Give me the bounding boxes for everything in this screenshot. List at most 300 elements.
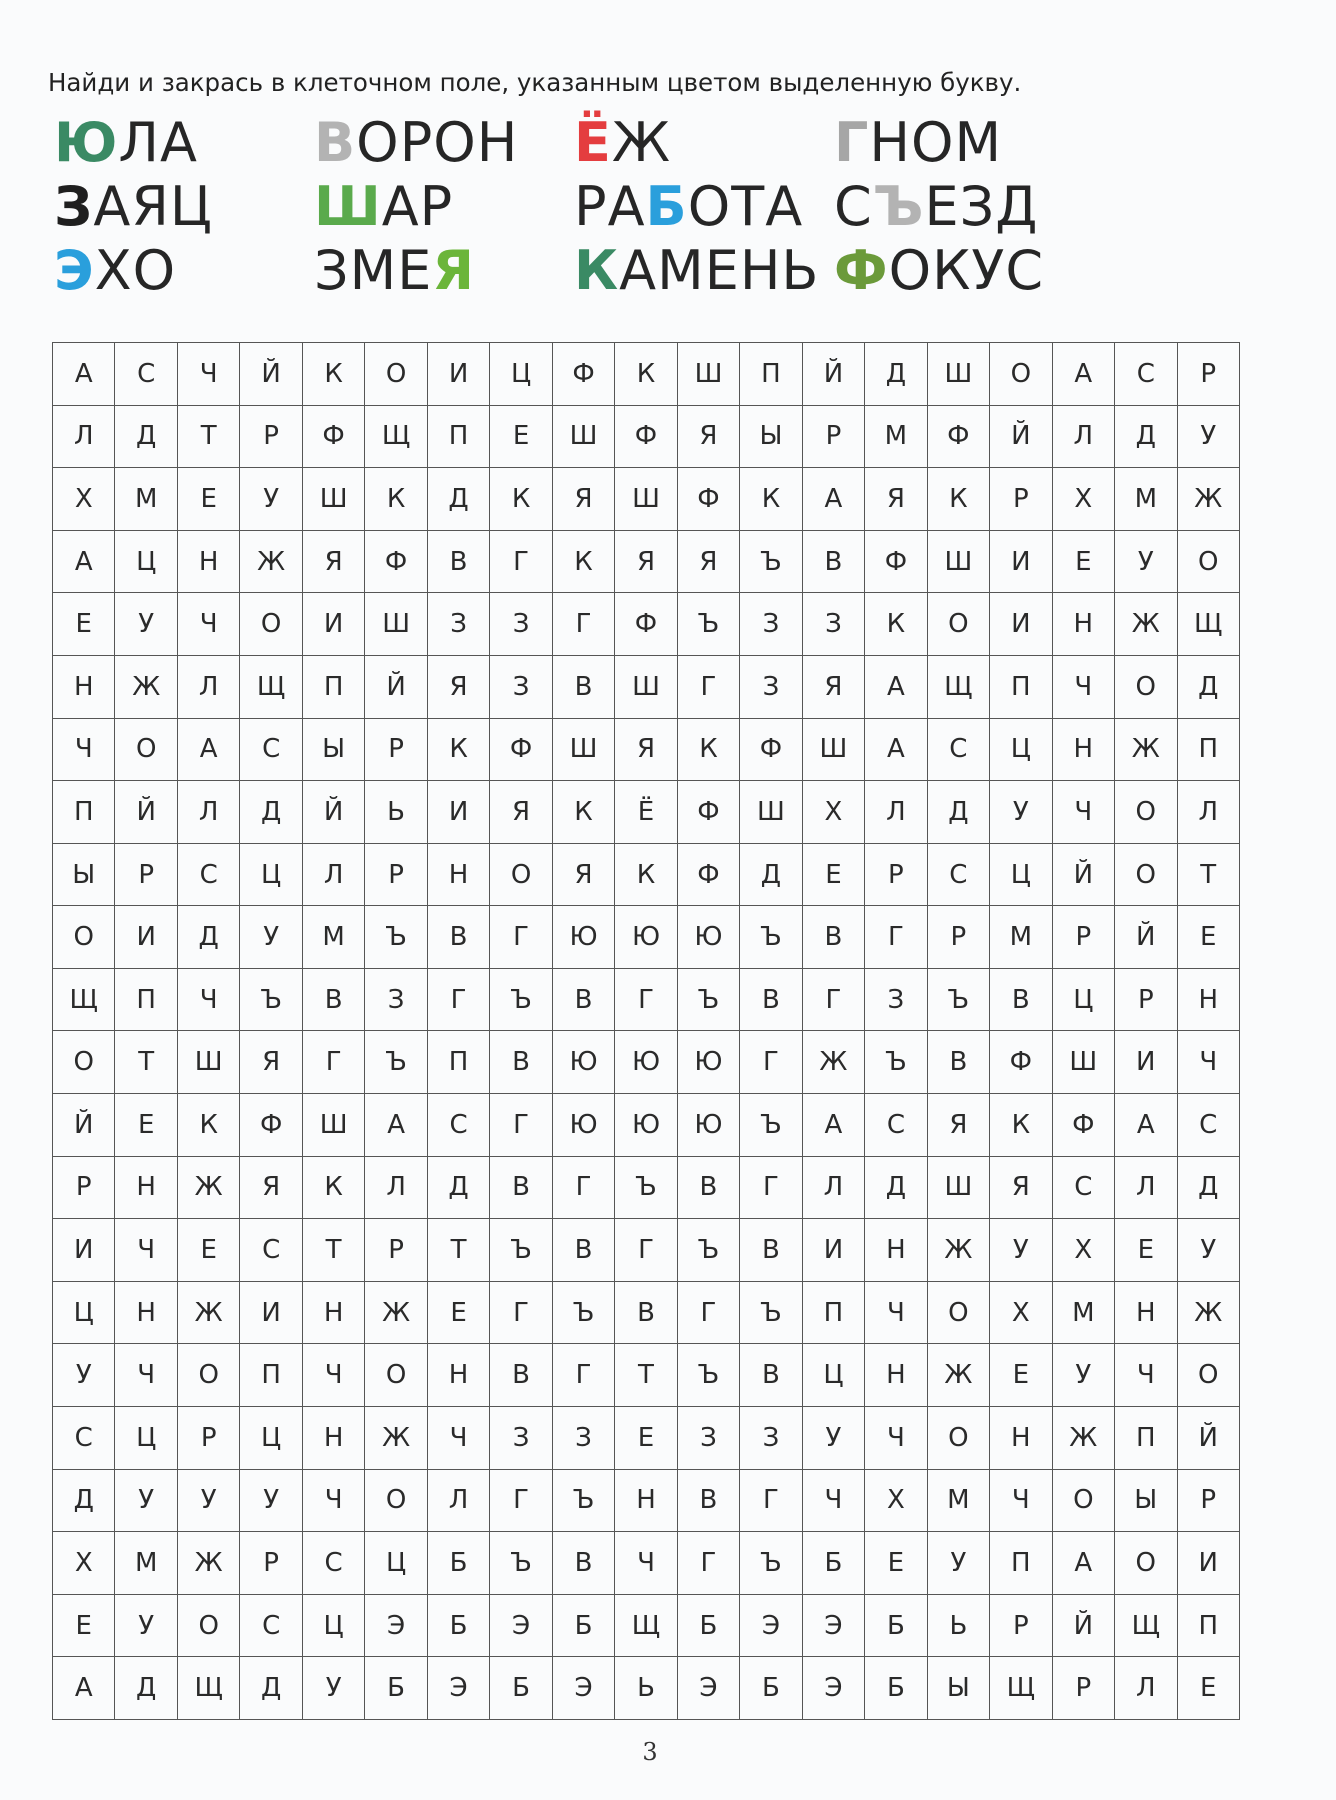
grid-cell[interactable]: Я [490,781,552,844]
grid-cell[interactable]: О [1178,1344,1240,1407]
grid-cell[interactable]: Ж [178,1282,240,1345]
grid-cell[interactable]: Л [1115,1657,1177,1720]
grid-cell[interactable]: Й [365,656,427,719]
grid-cell[interactable]: Х [53,1532,115,1595]
grid-cell[interactable]: Ш [1053,1031,1115,1094]
grid-cell[interactable]: Р [178,1407,240,1470]
grid-cell[interactable]: Р [990,468,1052,531]
grid-cell[interactable]: Н [303,1407,365,1470]
grid-cell[interactable]: П [1178,1595,1240,1658]
grid-cell[interactable]: Ч [303,1344,365,1407]
grid-cell[interactable]: С [1053,1157,1115,1220]
grid-cell[interactable]: Ш [178,1031,240,1094]
grid-cell[interactable]: Г [553,593,615,656]
grid-cell[interactable]: Я [678,531,740,594]
grid-cell[interactable]: Д [928,781,990,844]
grid-cell[interactable]: К [428,719,490,782]
grid-cell[interactable]: С [240,1595,302,1658]
grid-cell[interactable]: Ч [1115,1344,1177,1407]
grid-cell[interactable]: П [803,1282,865,1345]
grid-cell[interactable]: Ф [678,844,740,907]
grid-cell[interactable]: В [803,906,865,969]
grid-cell[interactable]: С [178,844,240,907]
grid-cell[interactable]: Л [1178,781,1240,844]
grid-cell[interactable]: Ч [115,1344,177,1407]
grid-cell[interactable]: З [803,593,865,656]
grid-cell[interactable]: Ш [365,593,427,656]
grid-cell[interactable]: П [428,1031,490,1094]
grid-cell[interactable]: Г [490,906,552,969]
grid-cell[interactable]: Н [303,1282,365,1345]
grid-cell[interactable]: Ж [178,1532,240,1595]
grid-cell[interactable]: Ц [990,844,1052,907]
grid-cell[interactable]: Ш [803,719,865,782]
grid-cell[interactable]: В [553,969,615,1032]
grid-cell[interactable]: Н [1053,719,1115,782]
grid-cell[interactable]: Г [740,1031,802,1094]
grid-cell[interactable]: Я [303,531,365,594]
grid-cell[interactable]: Е [178,1219,240,1282]
grid-cell[interactable]: В [615,1282,677,1345]
grid-cell[interactable]: Т [615,1344,677,1407]
grid-cell[interactable]: Ш [928,531,990,594]
grid-cell[interactable]: Щ [365,406,427,469]
grid-cell[interactable]: Щ [615,1595,677,1658]
grid-cell[interactable]: Ш [615,468,677,531]
grid-cell[interactable]: В [303,969,365,1032]
grid-cell[interactable]: В [490,1157,552,1220]
grid-cell[interactable]: П [53,781,115,844]
grid-cell[interactable]: Н [865,1219,927,1282]
grid-cell[interactable]: Щ [178,1657,240,1720]
grid-cell[interactable]: О [178,1344,240,1407]
grid-cell[interactable]: Р [1053,1657,1115,1720]
grid-cell[interactable]: О [1115,1532,1177,1595]
grid-cell[interactable]: Р [53,1157,115,1220]
grid-cell[interactable]: У [1053,1344,1115,1407]
grid-cell[interactable]: Н [178,531,240,594]
grid-cell[interactable]: Ф [990,1031,1052,1094]
grid-cell[interactable]: Ц [240,1407,302,1470]
grid-cell[interactable]: А [1115,1094,1177,1157]
grid-cell[interactable]: Р [240,1532,302,1595]
grid-cell[interactable]: Г [740,1157,802,1220]
grid-cell[interactable]: З [365,969,427,1032]
grid-cell[interactable]: Й [1053,844,1115,907]
grid-cell[interactable]: Ж [365,1407,427,1470]
grid-cell[interactable]: Х [990,1282,1052,1345]
grid-cell[interactable]: У [803,1407,865,1470]
grid-cell[interactable]: П [1115,1407,1177,1470]
grid-cell[interactable]: Н [1178,969,1240,1032]
grid-cell[interactable]: И [240,1282,302,1345]
grid-cell[interactable]: Я [615,719,677,782]
grid-cell[interactable]: М [303,906,365,969]
grid-cell[interactable]: К [553,531,615,594]
grid-cell[interactable]: Ц [53,1282,115,1345]
grid-cell[interactable]: Ё [615,781,677,844]
grid-cell[interactable]: И [990,593,1052,656]
grid-cell[interactable]: У [240,468,302,531]
grid-cell[interactable]: О [928,593,990,656]
grid-cell[interactable]: Ц [303,1595,365,1658]
grid-cell[interactable]: Р [365,719,427,782]
grid-cell[interactable]: Ь [615,1657,677,1720]
grid-cell[interactable]: Ч [865,1407,927,1470]
grid-cell[interactable]: З [740,593,802,656]
grid-cell[interactable]: Р [365,1219,427,1282]
grid-cell[interactable]: Ш [553,406,615,469]
grid-cell[interactable]: Щ [1178,593,1240,656]
grid-cell[interactable]: Е [615,1407,677,1470]
grid-cell[interactable]: У [1115,531,1177,594]
grid-cell[interactable]: Л [365,1157,427,1220]
grid-cell[interactable]: Ы [928,1657,990,1720]
grid-cell[interactable]: В [553,1219,615,1282]
grid-cell[interactable]: Е [428,1282,490,1345]
grid-cell[interactable]: Я [678,406,740,469]
grid-cell[interactable]: Г [553,1157,615,1220]
grid-cell[interactable]: Б [428,1532,490,1595]
grid-cell[interactable]: Х [1053,468,1115,531]
grid-cell[interactable]: Ф [490,719,552,782]
grid-cell[interactable]: Щ [1115,1595,1177,1658]
grid-cell[interactable]: Д [865,343,927,406]
grid-cell[interactable]: П [1178,719,1240,782]
grid-cell[interactable]: Ц [365,1532,427,1595]
grid-cell[interactable]: Ц [803,1344,865,1407]
grid-cell[interactable]: К [740,468,802,531]
grid-cell[interactable]: Ц [115,531,177,594]
grid-cell[interactable]: К [928,468,990,531]
grid-cell[interactable]: С [240,1219,302,1282]
grid-cell[interactable]: У [990,781,1052,844]
grid-cell[interactable]: Э [490,1595,552,1658]
grid-cell[interactable]: У [240,1470,302,1533]
grid-cell[interactable]: Ф [303,406,365,469]
grid-cell[interactable]: О [115,719,177,782]
grid-cell[interactable]: Д [1178,1157,1240,1220]
grid-cell[interactable]: В [678,1157,740,1220]
grid-cell[interactable]: И [1178,1532,1240,1595]
grid-cell[interactable]: Ш [303,1094,365,1157]
grid-cell[interactable]: Ъ [490,1532,552,1595]
grid-cell[interactable]: С [1178,1094,1240,1157]
grid-cell[interactable]: Я [990,1157,1052,1220]
grid-cell[interactable]: Р [1053,906,1115,969]
grid-cell[interactable]: О [365,1344,427,1407]
grid-cell[interactable]: Ъ [928,969,990,1032]
grid-cell[interactable]: Ф [365,531,427,594]
grid-cell[interactable]: Я [428,656,490,719]
grid-cell[interactable]: Ю [615,1031,677,1094]
grid-cell[interactable]: Й [1115,906,1177,969]
grid-cell[interactable]: Ш [678,343,740,406]
grid-cell[interactable]: Ф [615,406,677,469]
grid-cell[interactable]: Р [365,844,427,907]
grid-cell[interactable]: А [1053,343,1115,406]
grid-cell[interactable]: Т [115,1031,177,1094]
grid-cell[interactable]: Я [803,656,865,719]
grid-cell[interactable]: Н [1115,1282,1177,1345]
grid-cell[interactable]: У [53,1344,115,1407]
grid-cell[interactable]: М [1115,468,1177,531]
grid-cell[interactable]: Ж [240,531,302,594]
grid-cell[interactable]: О [1053,1470,1115,1533]
grid-cell[interactable]: Е [803,844,865,907]
grid-cell[interactable]: В [740,1219,802,1282]
grid-cell[interactable]: К [303,1157,365,1220]
grid-cell[interactable]: М [115,1532,177,1595]
grid-cell[interactable]: Ю [615,1094,677,1157]
grid-cell[interactable]: В [740,969,802,1032]
grid-cell[interactable]: А [178,719,240,782]
grid-cell[interactable]: М [990,906,1052,969]
grid-cell[interactable]: Л [428,1470,490,1533]
grid-cell[interactable]: Я [865,468,927,531]
grid-cell[interactable]: Ж [365,1282,427,1345]
grid-cell[interactable]: Ъ [365,1031,427,1094]
grid-cell[interactable]: С [928,844,990,907]
grid-cell[interactable]: И [990,531,1052,594]
grid-cell[interactable]: Н [990,1407,1052,1470]
grid-cell[interactable]: Ж [178,1157,240,1220]
grid-cell[interactable]: Ф [240,1094,302,1157]
grid-cell[interactable]: Н [615,1470,677,1533]
grid-cell[interactable]: Ц [115,1407,177,1470]
grid-cell[interactable]: Ъ [678,1344,740,1407]
grid-cell[interactable]: Я [553,844,615,907]
grid-cell[interactable]: К [178,1094,240,1157]
grid-cell[interactable]: К [865,593,927,656]
grid-cell[interactable]: Ъ [740,531,802,594]
grid-cell[interactable]: Ш [740,781,802,844]
grid-cell[interactable]: Ч [303,1470,365,1533]
grid-cell[interactable]: Я [240,1031,302,1094]
grid-cell[interactable]: Е [115,1094,177,1157]
grid-cell[interactable]: К [365,468,427,531]
grid-cell[interactable]: Л [803,1157,865,1220]
grid-cell[interactable]: Т [1178,844,1240,907]
grid-cell[interactable]: О [53,906,115,969]
grid-cell[interactable]: П [240,1344,302,1407]
grid-cell[interactable]: С [928,719,990,782]
grid-cell[interactable]: Н [53,656,115,719]
grid-cell[interactable]: Ж [115,656,177,719]
grid-cell[interactable]: М [1053,1282,1115,1345]
grid-cell[interactable]: Ъ [490,1219,552,1282]
grid-cell[interactable]: Ч [115,1219,177,1282]
grid-cell[interactable]: Ю [553,1031,615,1094]
grid-cell[interactable]: Ъ [553,1282,615,1345]
grid-cell[interactable]: Ц [990,719,1052,782]
grid-cell[interactable]: Л [178,781,240,844]
grid-cell[interactable]: Ы [1115,1470,1177,1533]
grid-cell[interactable]: Б [803,1532,865,1595]
grid-cell[interactable]: Е [990,1344,1052,1407]
grid-cell[interactable]: Т [303,1219,365,1282]
grid-cell[interactable]: Р [865,844,927,907]
grid-cell[interactable]: О [240,593,302,656]
grid-cell[interactable]: Г [490,1094,552,1157]
grid-cell[interactable]: Ъ [740,1094,802,1157]
grid-cell[interactable]: И [1115,1031,1177,1094]
grid-cell[interactable]: Ю [615,906,677,969]
grid-cell[interactable]: Й [53,1094,115,1157]
grid-cell[interactable]: З [740,656,802,719]
grid-cell[interactable]: В [428,531,490,594]
grid-cell[interactable]: О [365,1470,427,1533]
grid-cell[interactable]: Ч [53,719,115,782]
grid-cell[interactable]: Д [865,1157,927,1220]
grid-cell[interactable]: Ч [990,1470,1052,1533]
grid-cell[interactable]: Д [740,844,802,907]
grid-cell[interactable]: Г [553,1344,615,1407]
grid-cell[interactable]: Ф [678,468,740,531]
grid-cell[interactable]: Ц [490,343,552,406]
grid-cell[interactable]: Э [740,1595,802,1658]
grid-cell[interactable]: О [928,1282,990,1345]
grid-cell[interactable]: Ж [1053,1407,1115,1470]
grid-cell[interactable]: Э [428,1657,490,1720]
grid-cell[interactable]: Х [865,1470,927,1533]
grid-cell[interactable]: Ъ [740,906,802,969]
grid-cell[interactable]: Ф [928,406,990,469]
grid-cell[interactable]: Ф [740,719,802,782]
grid-cell[interactable]: О [928,1407,990,1470]
grid-cell[interactable]: Р [115,844,177,907]
grid-cell[interactable]: З [553,1407,615,1470]
grid-cell[interactable]: О [53,1031,115,1094]
grid-cell[interactable]: Ы [740,406,802,469]
grid-cell[interactable]: Ж [803,1031,865,1094]
grid-cell[interactable]: С [115,343,177,406]
grid-cell[interactable]: Ш [615,656,677,719]
grid-cell[interactable]: Ц [1053,969,1115,1032]
grid-cell[interactable]: Г [490,531,552,594]
grid-cell[interactable]: Ю [553,906,615,969]
grid-cell[interactable]: В [553,1532,615,1595]
grid-cell[interactable]: В [490,1031,552,1094]
grid-cell[interactable]: У [178,1470,240,1533]
grid-cell[interactable]: И [428,343,490,406]
grid-cell[interactable]: Г [865,906,927,969]
grid-cell[interactable]: Ч [178,593,240,656]
grid-cell[interactable]: Ъ [490,969,552,1032]
grid-cell[interactable]: Т [178,406,240,469]
grid-cell[interactable]: Р [928,906,990,969]
grid-cell[interactable]: Ч [178,343,240,406]
grid-cell[interactable]: Й [990,406,1052,469]
grid-cell[interactable]: Е [178,468,240,531]
grid-cell[interactable]: Е [53,1595,115,1658]
grid-cell[interactable]: Г [803,969,865,1032]
grid-cell[interactable]: Й [1053,1595,1115,1658]
grid-cell[interactable]: А [865,719,927,782]
grid-cell[interactable]: Ц [240,844,302,907]
grid-cell[interactable]: О [365,343,427,406]
grid-cell[interactable]: Р [1115,969,1177,1032]
grid-cell[interactable]: Ф [1053,1094,1115,1157]
grid-cell[interactable]: У [303,1657,365,1720]
grid-cell[interactable]: И [115,906,177,969]
grid-cell[interactable]: Ж [928,1344,990,1407]
grid-cell[interactable]: У [1178,406,1240,469]
grid-cell[interactable]: В [553,656,615,719]
grid-cell[interactable]: Б [553,1595,615,1658]
grid-cell[interactable]: Ф [678,781,740,844]
grid-cell[interactable]: Ж [1178,468,1240,531]
grid-cell[interactable]: Д [115,1657,177,1720]
grid-cell[interactable]: Ш [928,343,990,406]
grid-cell[interactable]: Ж [1115,593,1177,656]
grid-cell[interactable]: Ъ [615,1157,677,1220]
grid-cell[interactable]: Т [428,1219,490,1282]
grid-cell[interactable]: С [303,1532,365,1595]
grid-cell[interactable]: В [928,1031,990,1094]
grid-cell[interactable]: Ч [1178,1031,1240,1094]
grid-cell[interactable]: Н [865,1344,927,1407]
grid-cell[interactable]: Е [1115,1219,1177,1282]
grid-cell[interactable]: Ю [553,1094,615,1157]
grid-cell[interactable]: Ч [178,969,240,1032]
grid-cell[interactable]: Б [865,1595,927,1658]
grid-cell[interactable]: Г [678,656,740,719]
grid-cell[interactable]: К [678,719,740,782]
grid-cell[interactable]: Й [303,781,365,844]
grid-cell[interactable]: У [990,1219,1052,1282]
grid-cell[interactable]: Э [553,1657,615,1720]
grid-cell[interactable]: Н [115,1282,177,1345]
grid-cell[interactable]: З [740,1407,802,1470]
grid-cell[interactable]: Ч [615,1532,677,1595]
grid-cell[interactable]: З [678,1407,740,1470]
grid-cell[interactable]: Б [740,1657,802,1720]
grid-cell[interactable]: Р [240,406,302,469]
grid-cell[interactable]: К [553,781,615,844]
grid-cell[interactable]: В [678,1470,740,1533]
grid-cell[interactable]: Ф [553,343,615,406]
grid-cell[interactable]: Е [1053,531,1115,594]
grid-cell[interactable]: Э [678,1657,740,1720]
grid-cell[interactable]: Г [303,1031,365,1094]
grid-cell[interactable]: С [53,1407,115,1470]
grid-cell[interactable]: Д [428,1157,490,1220]
grid-cell[interactable]: Е [490,406,552,469]
grid-cell[interactable]: Ъ [740,1532,802,1595]
grid-cell[interactable]: Й [240,343,302,406]
grid-cell[interactable]: Д [240,1657,302,1720]
grid-cell[interactable]: Э [803,1657,865,1720]
grid-cell[interactable]: Ы [303,719,365,782]
grid-cell[interactable]: Щ [990,1657,1052,1720]
grid-cell[interactable]: Ч [1053,656,1115,719]
grid-cell[interactable]: Е [53,593,115,656]
grid-cell[interactable]: Ъ [553,1470,615,1533]
grid-cell[interactable]: Х [1053,1219,1115,1282]
grid-cell[interactable]: Щ [928,656,990,719]
grid-cell[interactable]: Й [803,343,865,406]
grid-cell[interactable]: А [53,1657,115,1720]
grid-cell[interactable]: С [428,1094,490,1157]
grid-cell[interactable]: Г [490,1282,552,1345]
grid-cell[interactable]: Д [53,1470,115,1533]
grid-cell[interactable]: Р [1178,1470,1240,1533]
grid-cell[interactable]: Г [428,969,490,1032]
grid-cell[interactable]: Л [303,844,365,907]
grid-cell[interactable]: Н [1053,593,1115,656]
grid-cell[interactable]: У [1178,1219,1240,1282]
